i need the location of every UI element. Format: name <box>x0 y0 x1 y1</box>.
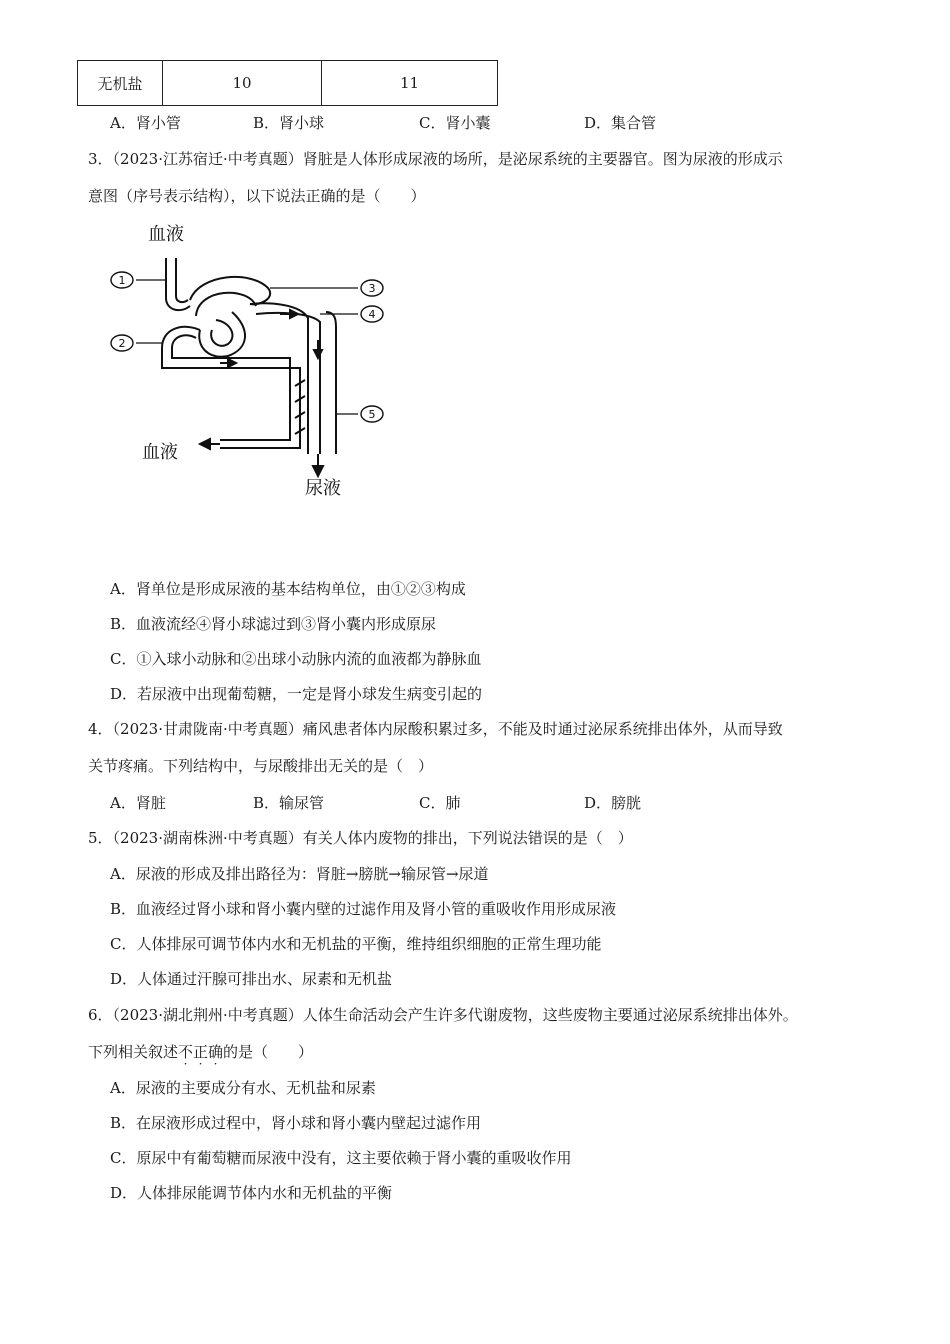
option-c[interactable]: C．肾小囊 <box>419 114 491 132</box>
tubule-inner <box>256 313 320 454</box>
option-b[interactable]: B．肾小球 <box>253 114 325 132</box>
table-cell: 无机盐 <box>78 61 163 106</box>
afferent-inner <box>176 258 188 302</box>
efferent-arteriole <box>162 327 300 448</box>
blood-in-label: 血液 <box>148 224 184 245</box>
data-table <box>77 60 498 106</box>
q4-option-d[interactable]: D．膀胱 <box>584 794 642 812</box>
q6-option-a[interactable]: A．尿液的主要成分有水、无机盐和尿素 <box>110 1079 376 1097</box>
q5-stem: 5．（2023·湖南株洲·中考真题）有关人体内废物的排出，下列说法错误的是（ ） <box>88 829 633 847</box>
q3-stem-line1: 3．（2023·江苏宿迁·中考真题）肾脏是人体形成尿液的场所，是泌尿系统的主要器官。图为尿液的形成示 <box>88 150 783 168</box>
q5-option-a[interactable]: A．尿液的形成及排出路径为：肾脏→膀胱→输尿管→尿道 <box>110 865 489 883</box>
capsule-outer <box>190 277 270 304</box>
option-a[interactable]: A．肾小管 <box>110 114 181 132</box>
label-5: 5 <box>368 408 376 421</box>
blood-out-arrow-head <box>200 439 210 449</box>
q3-stem-line2: 意图（序号表示结构），以下说法正确的是（ ） <box>88 187 426 205</box>
blood-flow-arrow-head <box>228 359 236 367</box>
q3-option-a[interactable]: A．肾单位是形成尿液的基本结构单位，由①②③构成 <box>110 580 466 598</box>
table-cell: 11 <box>322 61 498 106</box>
capsule-inner <box>196 293 256 316</box>
glomerulus-inner <box>211 320 232 346</box>
q4-option-a[interactable]: A．肾脏 <box>110 794 166 812</box>
label-4: 4 <box>368 308 376 321</box>
q4-option-c[interactable]: C．肺 <box>419 794 461 812</box>
q4-option-b[interactable]: B．输尿管 <box>253 794 325 812</box>
emphasis-dots: · · · <box>183 1057 218 1071</box>
glomerulus <box>199 312 245 357</box>
q3-option-c[interactable]: C．①入球小动脉和②出球小动脉内流的血液都为静脉血 <box>110 650 482 668</box>
nephron-diagram <box>100 218 390 503</box>
q4-stem-line2: 关节疼痛。下列结构中，与尿酸排出无关的是（ ） <box>88 757 434 775</box>
q6-option-d[interactable]: D．人体排尿能调节体内水和无机盐的平衡 <box>110 1184 393 1202</box>
q6-stem-line2 <box>88 1041 314 1071</box>
q5-option-d[interactable]: D．人体通过汗腺可排出水、尿素和无机盐 <box>110 970 393 988</box>
efferent-inner <box>172 335 290 440</box>
label-3: 3 <box>368 282 376 295</box>
table-row <box>78 61 498 106</box>
q6-stem-post: 的是（ ） <box>223 1043 314 1061</box>
afferent-arteriole <box>166 258 190 310</box>
label-1: 1 <box>118 274 126 287</box>
filtrate-arrow-head <box>290 310 298 318</box>
table-cell: 10 <box>163 61 322 106</box>
blood-out-label: 血液 <box>142 442 178 463</box>
q4-stem-line1: 4．（2023·甘肃陇南·中考真题）痛风患者体内尿酸积累过多，不能及时通过泌尿系统排出体外，从而导致 <box>88 720 783 738</box>
q6-option-b[interactable]: B．在尿液形成过程中，肾小球和肾小囊内壁起过滤作用 <box>110 1114 482 1132</box>
q5-option-b[interactable]: B．血液经过肾小球和肾小囊内壁的过滤作用及肾小管的重吸收作用形成尿液 <box>110 900 617 918</box>
collecting-duct <box>326 312 336 454</box>
option-d[interactable]: D．集合管 <box>584 114 657 132</box>
label-2: 2 <box>118 337 126 350</box>
urine-arrow-head <box>313 466 323 476</box>
q5-option-c[interactable]: C．人体排尿可调节体内水和无机盐的平衡，维持组织细胞的正常生理功能 <box>110 935 602 953</box>
urine-label: 尿液 <box>305 478 341 499</box>
q3-option-b[interactable]: B．血液流经④肾小球滤过到③肾小囊内形成原尿 <box>110 615 437 633</box>
q6-option-c[interactable]: C．原尿中有葡萄糖而尿液中没有，这主要依赖于肾小囊的重吸收作用 <box>110 1149 572 1167</box>
q6-emphasis: 不正确 · · · <box>178 1043 224 1071</box>
q6-stem-pre: 下列相关叙述 <box>88 1043 179 1061</box>
q6-stem-line1: 6．（2023·湖北荆州·中考真题）人体生命活动会产生许多代谢废物，这些废物主要通过泌尿系统排出体外。 <box>88 1006 798 1024</box>
q3-option-d[interactable]: D．若尿液中出现葡萄糖，一定是肾小球发生病变引起的 <box>110 685 483 703</box>
